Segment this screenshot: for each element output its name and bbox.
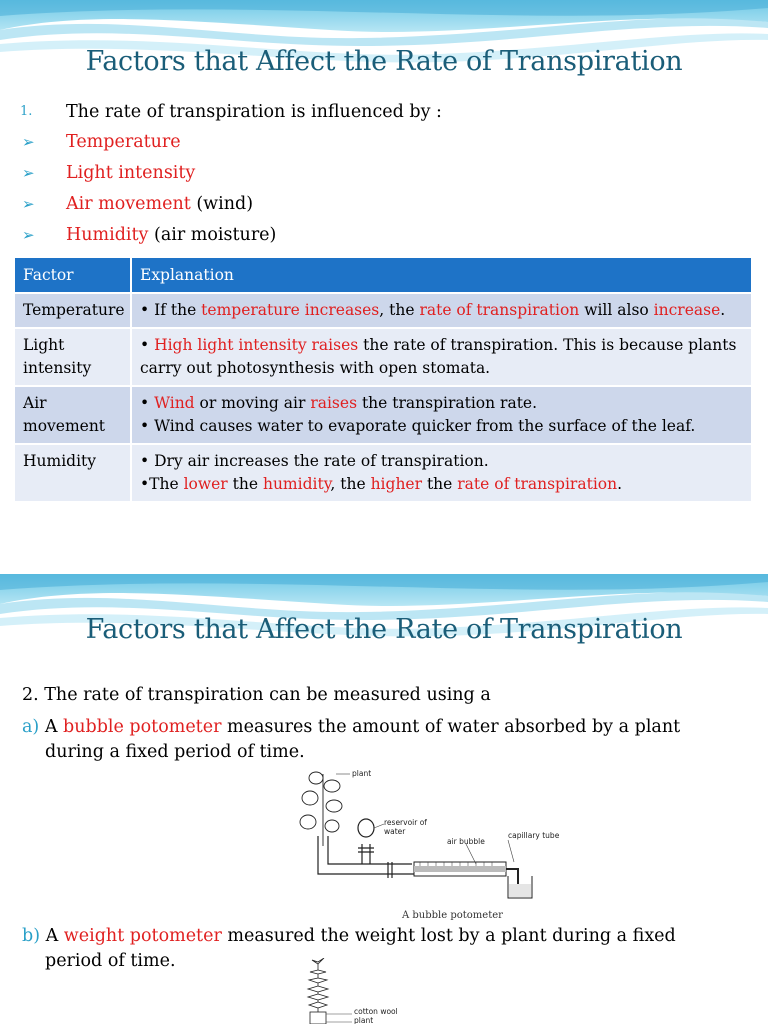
text-segment: the [227,475,263,493]
text-segment: . [720,301,726,319]
highlight-text: raises [310,394,358,412]
label-cotton-wool: cotton wool [354,1007,398,1016]
text-segment: . [617,475,623,493]
highlight-text: higher [370,475,423,493]
explanation-line [140,392,743,415]
label-plant-2: plant [354,1016,374,1024]
highlight-text: High light intensity raises [154,336,359,354]
factor-cell: Light intensity [15,328,131,386]
bullet-highlight: Temperature [66,132,181,152]
item-a-line2: during a fixed period of time. [45,742,305,762]
text-segment: , the [379,301,420,319]
explanation-cell [131,386,752,444]
text-segment: the [422,475,458,493]
explanation-cell [131,328,752,386]
explanation-cell [131,293,752,328]
highlight-text: rate of transpiration [419,301,580,319]
highlight-text: rate of transpiration [457,475,618,493]
item-a-letter: a) [22,717,40,737]
text-segment: • [140,336,155,354]
explanation-line [140,415,743,438]
table-row [15,293,752,328]
bullet-highlight: Humidity [66,225,149,245]
item-b-letter: b) [22,926,41,946]
table-row [15,444,752,501]
factors-table [15,258,753,501]
explanation-line [140,473,743,496]
bullet-item [66,131,181,153]
item-b-pre: A [40,926,64,946]
label-reservoir: reservoir of water [384,818,427,836]
factor-cell: Temperature [15,293,131,328]
table-header-factor: Factor [15,258,131,293]
arrow-bullet-icon: ➢ [22,164,35,182]
weight-potometer-term: weight potometer [63,926,222,946]
text-segment: • [140,394,155,412]
text-segment: •The [140,475,184,493]
bullet-highlight: Light intensity [66,163,196,183]
explanation-cell [131,444,752,501]
text-segment: the rate of transpiration. This is because plants carry out photosynthesis with open stomata. [140,336,737,377]
explanation-line [140,299,743,322]
arrow-bullet-icon: ➢ [22,226,35,244]
highlight-text: Wind [154,394,195,412]
text-segment: will also [579,301,654,319]
highlight-text: increase [653,301,721,319]
label-capillary-tube: capillary tube [508,831,560,840]
explanation-line [140,334,743,380]
arrow-bullet-icon: ➢ [22,195,35,213]
table-row [15,386,752,444]
table-row [15,328,752,386]
item-a-pre: A [39,717,64,737]
item-b [22,924,676,949]
bullet-rest: (air moisture) [148,225,277,245]
slide-gap [0,546,768,574]
bullet-item [66,224,276,246]
slide-title: Factors that Affect the Rate of Transpiration [85,46,683,77]
text-segment: , the [330,475,371,493]
highlight-text: temperature increases [201,301,380,319]
factor-cell: Air movement [15,386,131,444]
item-a-post: measures the amount of water absorbed by a plant [221,717,681,737]
item-b-post: measured the weight lost by a plant during a fixed [221,926,676,946]
point-2-text: 2. The rate of transpiration can be measured using a [22,685,491,705]
label-air-bubble: air bubble [447,837,485,846]
bullet-item [66,162,195,184]
item-b-line2: period of time. [45,951,176,971]
slide-title: Factors that Affect the Rate of Transpiration [85,614,683,645]
item-a [22,715,680,740]
bubble-potometer-term: bubble potometer [63,717,222,737]
table-header-explanation: Explanation [131,258,752,293]
arrow-bullet-icon: ➢ [22,133,35,151]
intro-text: The rate of transpiration is influenced by : [66,102,442,122]
bullet-highlight: Air movement [66,194,191,214]
slide-2 [0,574,768,1024]
highlight-text: lower [183,475,228,493]
bubble-potometer-diagram [296,766,546,916]
bullet-rest: (wind) [190,194,254,214]
highlight-text: humidity [262,475,331,493]
explanation-line [140,450,743,473]
bullet-item [66,193,253,215]
diagram-caption: A bubble potometer [402,910,503,921]
text-segment: or moving air [194,394,311,412]
list-number: 1. [20,104,33,119]
text-segment: • If the [140,301,202,319]
text-segment: the transpiration rate. [357,394,538,412]
text-segment: • Wind causes water to evaporate quicker from the surface of the leaf. [140,417,696,435]
text-segment: • Dry air increases the rate of transpiration. [140,452,489,470]
label-plant: plant [352,769,372,778]
factor-cell: Humidity [15,444,131,501]
